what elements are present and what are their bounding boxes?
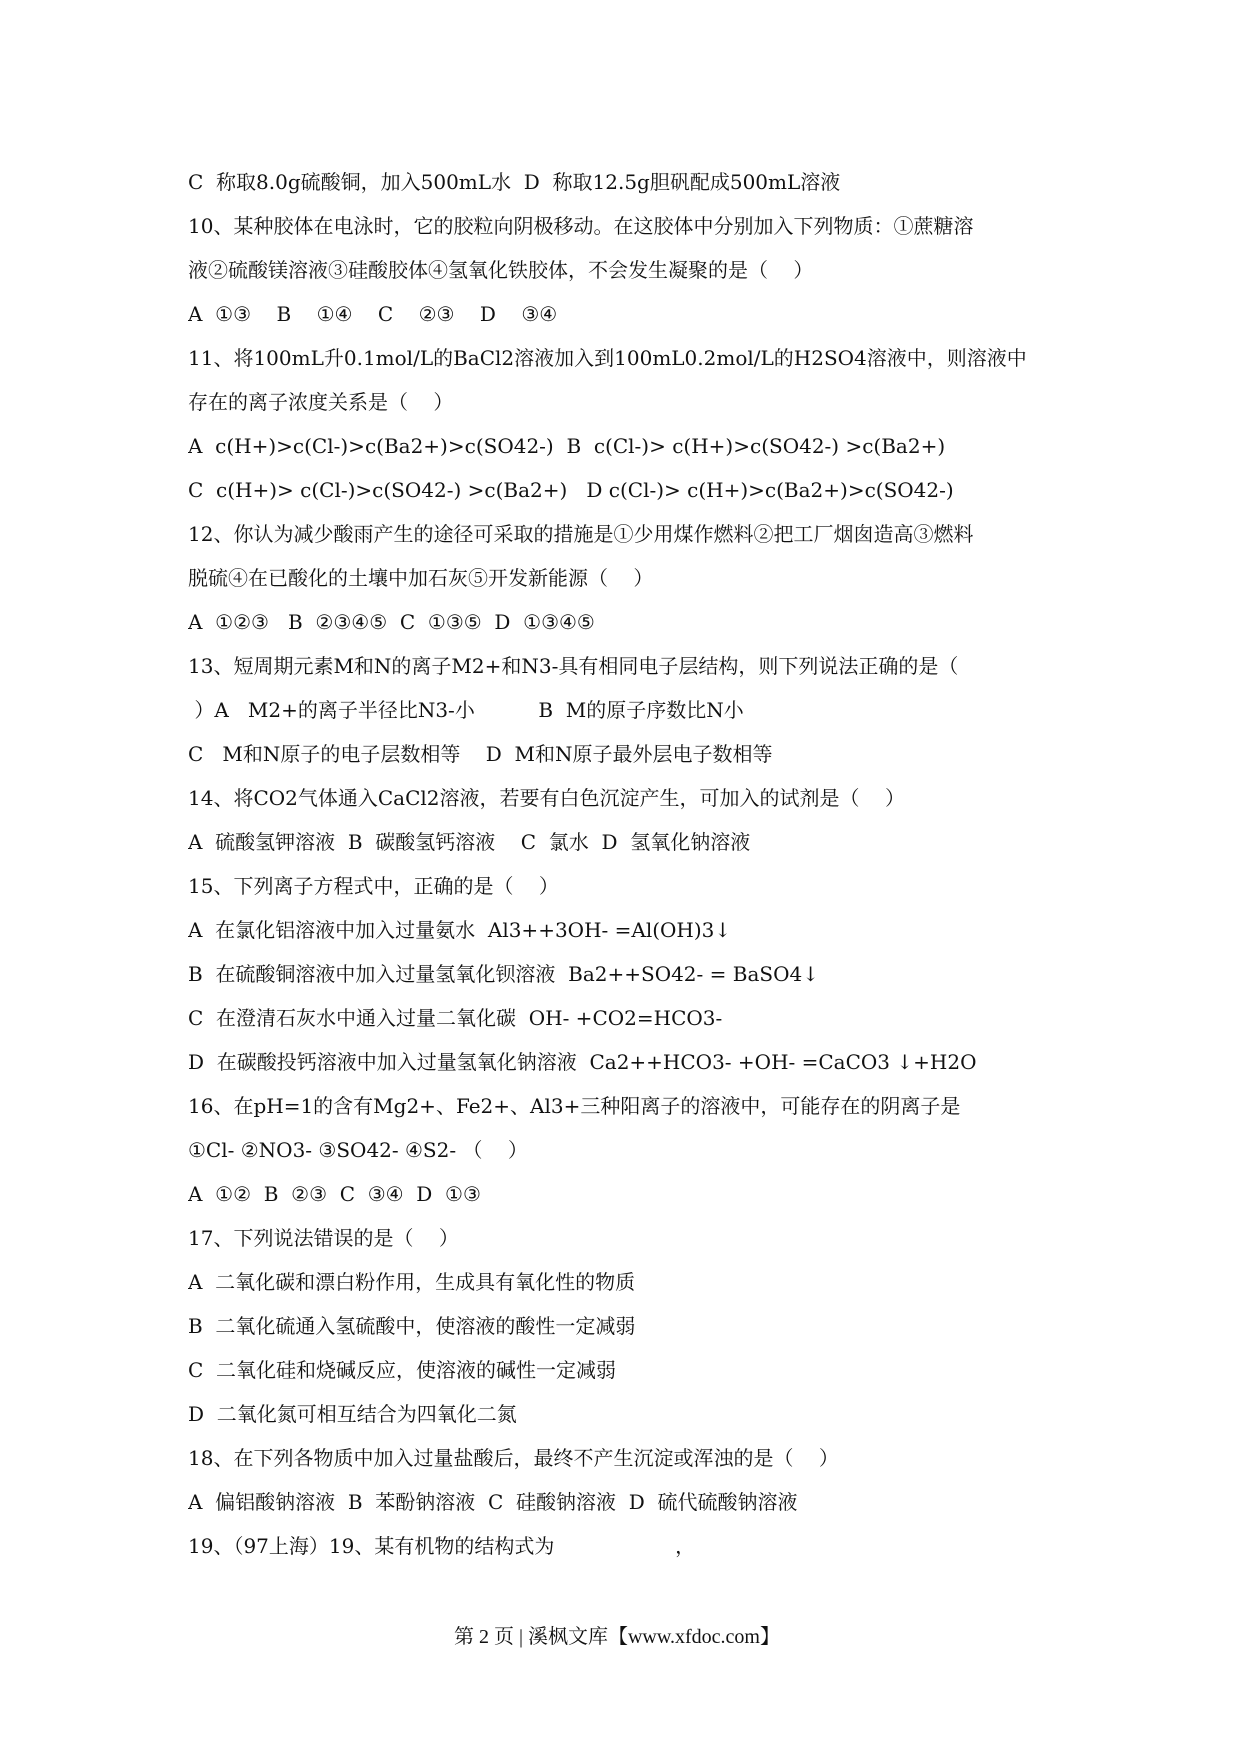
text-line: D 在碳酸投钙溶液中加入过量氢氧化钠溶液 Ca2++HCO3- +OH- =CaCO3 ↓+H2O (188, 1050, 977, 1074)
text-line: 19、（97上海）19、某有机物的结构式为 ， (188, 1534, 696, 1558)
text-line: 18、在下列各物质中加入过量盐酸后，最终不产生沉淀或浑浊的是（ ） (188, 1446, 839, 1470)
text-line: A 在氯化铝溶液中加入过量氨水 Al3++3OH- =Al(OH)3↓ (188, 918, 732, 942)
text-line: A c(H+)>c(Cl-)>c(Ba2+)>c(SO42-) B c(Cl-)> c(H+)>c(SO42-) >c(Ba2+) (188, 434, 946, 458)
text-line: A 二氧化碳和漂白粉作用，生成具有氧化性的物质 (188, 1270, 636, 1294)
document-body (188, 160, 1068, 1568)
text-line: C 在澄清石灰水中通入过量二氧化碳 OH- +CO2=HCO3- (188, 1006, 723, 1030)
text-line: A ①③ B ①④ C ②③ D ③④ (188, 302, 558, 326)
text-line: 13、短周期元素M和N的离子M2+和N3-具有相同电子层结构，则下列说法正确的是（ (188, 654, 959, 678)
text-line: ）A M2+的离子半径比N3-小 B M的原子序数比N小 (188, 698, 744, 722)
page-footer: 第 2 页 | 溪枫文库【www.xfdoc.com】 (453, 1626, 780, 1648)
text-line: 液②硫酸镁溶液③硅酸胶体④氢氧化铁胶体，不会发生凝聚的是（ ） (188, 258, 814, 282)
text-line: A 偏铝酸钠溶液 B 苯酚钠溶液 C 硅酸钠溶液 D 硫代硫酸钠溶液 (188, 1490, 798, 1514)
text-line: C c(H+)> c(Cl-)>c(SO42-) >c(Ba2+) D c(Cl-)> c(H+)>c(Ba2+)>c(SO42-) (188, 478, 954, 502)
text-line: 12、你认为减少酸雨产生的途径可采取的措施是①少用煤作燃料②把工厂烟囱造高③燃料 (188, 522, 974, 546)
text-line: 存在的离子浓度关系是（ ） (188, 390, 454, 414)
text-line: A ①② B ②③ C ③④ D ①③ (188, 1182, 481, 1206)
text-line: 17、下列说法错误的是（ ） (188, 1226, 459, 1250)
text-line: A ①②③ B ②③④⑤ C ①③⑤ D ①③④⑤ (188, 610, 595, 634)
text-line: C M和N原子的电子层数相等 D M和N原子最外层电子数相等 (188, 742, 773, 766)
text-line: A 硫酸氢钾溶液 B 碳酸氢钙溶液 C 氯水 D 氢氧化钠溶液 (188, 830, 751, 854)
text-line: 14、将CO2气体通入CaCl2溶液，若要有白色沉淀产生，可加入的试剂是（ ） (188, 786, 905, 810)
text-line: 脱硫④在已酸化的土壤中加石灰⑤开发新能源（ ） (188, 566, 654, 590)
text-line: 15、下列离子方程式中，正确的是（ ） (188, 874, 559, 898)
text-line: B 在硫酸铜溶液中加入过量氢氧化钡溶液 Ba2++SO42- = BaSO4↓ (188, 962, 819, 986)
text-line: 11、将100mL升0.1mol/L的BaCl2溶液加入到100mL0.2mol/L的H2SO4溶液中，则溶液中 (188, 346, 1027, 370)
text-line: C 二氧化硅和烧碱反应，使溶液的碱性一定减弱 (188, 1358, 617, 1382)
text-line: 16、在pH=1的含有Mg2+、Fe2+、Al3+三种阳离子的溶液中，可能存在的阴离子是 (188, 1094, 961, 1118)
text-line: C 称取8.0g硫酸铜，加入500mL水 D 称取12.5g胆矾配成500mL溶液 (188, 170, 841, 194)
text-line: D 二氧化氮可相互结合为四氧化二氮 (188, 1402, 517, 1426)
text-line: ①Cl- ②NO3- ③SO42- ④S2- （ ） (188, 1138, 528, 1162)
text-line: B 二氧化硫通入氢硫酸中，使溶液的酸性一定减弱 (188, 1314, 636, 1338)
text-line: 10、某种胶体在电泳时，它的胶粒向阴极移动。在这胶体中分别加入下列物质：①蔗糖溶 (188, 214, 974, 238)
